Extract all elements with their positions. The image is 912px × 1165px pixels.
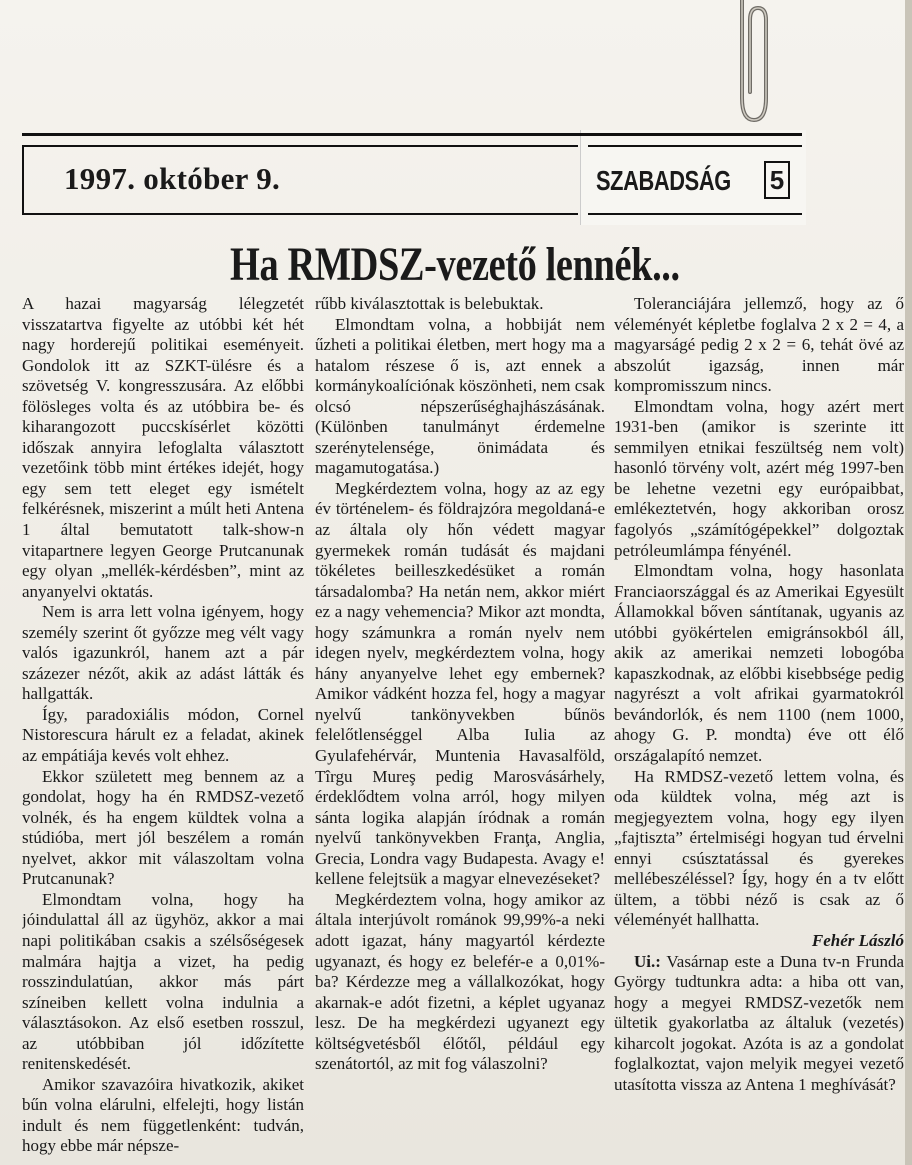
paperclip-icon: [728, 0, 774, 130]
paragraph: Így, paradoxiális módon, Cornel Nistorescura hárult ez a feladat, akinek az empátiája kevés volt ehhez.: [22, 704, 304, 766]
postscript: [614, 952, 904, 1096]
paragraph: Elmondtam volna, a hobbiját nem űzheti a politikai életben, mert hogy ma a hatalom részese ő is, azt ennek a kormánykoalíciónak köszönheti, nem csak olcsó népszerűséghajhászásának. (Különben tanulmányt érdemelne szerénytelensége, önimádata és magamutogatása.): [315, 314, 605, 478]
issue-date: 1997. október 9.: [64, 161, 281, 196]
paragraph: Megkérdeztem volna, hogy az az egy év történelem- és földrajzóra megoldaná-e az általa oly hőn védett magyar gyermekek román tudását és majdani tökéletes beilleszkedésüket a román társadalomba? Ha netán nem, akkor miért ez a nagy vehemencia? Mikor azt mondta, hogy számunkra a román nyelv nem idegen nyelv, megkérdeztem volna, hogy hány anyanyelve lehet egy embernek? Amikor vádként hozza fel, hogy a magyar nyelvű tankönyvekben bűnös felelőtlenséggel Alba Iulia az Gyulafehérvár, Muntenia Havasalföld, Tîrgu Mureş pedig Marosvásárhely, érdeklődtem volna arról, hogy milyen sánta logika alapján íródnak a román nyelvű tankönyvekben Franţa, Anglia, Grecia, Londra vagy Budapesta. Avagy e! kellene felejtsük a magyar elnevezéseket?: [315, 478, 605, 889]
paragraph: Megkérdeztem volna, hogy amikor az általa interjúvolt románok 99,99%-a neki adott igazat, hány magyartól kérdezte ugyanazt, és hogy ez belefér-e a 0,01%-ba? Kérdezze meg a vállalkozókat, hogy akarnak-e adót fizetni, a képlet ugyanaz lesz. De ha megkérdezi ugyanezt egy költségvetésből élőtől, például egy szenátortól, az mit fog válaszolni?: [315, 889, 605, 1074]
paragraph: rűbb kiválasztottak is belebuktak.: [315, 294, 544, 313]
article-column-1: [22, 294, 304, 1165]
page-edge-shadow: [905, 0, 912, 1165]
paragraph: Ha RMDSZ-vezető lettem volna, és oda küldtek volna, még azt is megjegyeztem volna, hogy egy ilyen „fajtiszta” értelmiségi hogyan tud érvelni ennyi csúsztatással és gyerekes mellébeszéléssel? Így, hogy én a tv előtt ültem, a többi néző is csak az ő véleményét hallhatta.: [614, 766, 904, 930]
paragraph: Nem is arra lett volna igényem, hogy személy szerint őt győzze meg vélt vagy valós igazunkról, hanem azt a pár százezer nézőt, akik az adást látták és hallgatták.: [22, 602, 304, 704]
masthead-rule: [22, 133, 802, 136]
newspaper-name: SZABADSÁG: [596, 165, 731, 196]
masthead: [22, 133, 802, 219]
paragraph: Elmondtam volna, hogy azért mert 1931-ben (amikor is szerinte itt semmilyen etnikai feszültség nem volt) hasonló törvény volt, azért még 1997-ben be lehetne vezetni egy európaibbat, emlékeztetvén, hogy akkoriban orosz fagolyós „számítógépekkel” dolgoztak petróleumlámpa fényénél.: [614, 396, 904, 560]
paper-name-box: [588, 145, 802, 215]
paragraph: Toleranciájára jellemző, hogy az ő véleményét képletbe foglalva 2 x 2 = 4, a magyarságé pedig 2 x 2 = 6, tehát övé az abszolút igazság, innen már kompromisszum nincs.: [614, 294, 904, 396]
paragraph: Elmondtam volna, hogy ha jóindulattal áll az ügyhöz, akkor a mai napi politikában csakis a szélsőségesek malmára hajtja a vizet, ha pedig rosszindulatúan, akkor más párt színeiben kellett volna indulnia a választásokon. Az első esetben rosszul, az utóbbiban jól időzítette renitenskedését.: [22, 889, 304, 1074]
article-column-2: [315, 294, 605, 1165]
postscript-label: Ui.:: [634, 951, 661, 971]
postscript-text: Vasárnap este a Duna tv-n Frunda György tudtunkra adta: a hiba ott van, hogy a megyei RMDSZ-vezetők nem ültetik gyakorlatba az általuk (vezetés) kiharcolt jogokat. Azóta is az a gondolat foglalkoztat, vajon melyik megyei vezető utasította vissza az Antena 1 meghívását?: [614, 951, 904, 1094]
paragraph: Elmondtam volna, hogy hasonlata Franciaországgal és az Amerikai Egyesült Államokkal bőven sántítanak, ugyanis az utóbbi gyökértelen emigránsokból áll, akik az amerikai nemzeti lobogóba kapaszkodnak, az előbbi kisebbsége pedig nagyrészt a volt afrikai gyarmatokról bevándorlók, és nem 1100 (nem 1000, ahogy G. P. mondta) éve ott élő országalapító nemzet.: [614, 561, 904, 766]
paragraph: Amikor szavazóira hivatkozik, akiket bűn volna elárulni, elfelejti, hogy listán indult és nem függetlenként: tudván, hogy ebbe már népsze-: [22, 1074, 304, 1156]
author-signature: Fehér László: [811, 930, 904, 950]
paragraph: Ekkor született meg bennem az a gondolat, hogy ha én RMDSZ-vezető volnék, és ha engem küldtek volna a stúdióba, mert jól beszélem a román nyelvet, akkor mit válaszoltam volna Prutcanunak?: [22, 766, 304, 889]
date-box: [22, 145, 578, 215]
article-headline: Ha RMDSZ-vezető lennék...: [230, 238, 680, 291]
article-column-3: [614, 294, 904, 1165]
paragraph: A hazai magyarság lélegzetét visszatartva figyelte az utóbbi két hét nagy horderejű politikai eseményeit. Gondolok itt az SZKT-ülésre és a szövetség V. kongresszusára. Az előbbi fölösleges volta és az utóbbira be- és kiharangozott puccskísérlet közötti időszak annyira lefoglalta választott vezetőink több mint értékes idejét, hogy egy sem tett eleget egy ismételt felkérésnek, miszerint a múlt heti Antena 1 által bemutatott talk-show-n vitapartnere legyen George Prutcanunak egy olyan „mellék-kérdésben”, mint az anyanyelvi oktatás.: [22, 294, 304, 601]
page-number: 5: [764, 161, 790, 199]
